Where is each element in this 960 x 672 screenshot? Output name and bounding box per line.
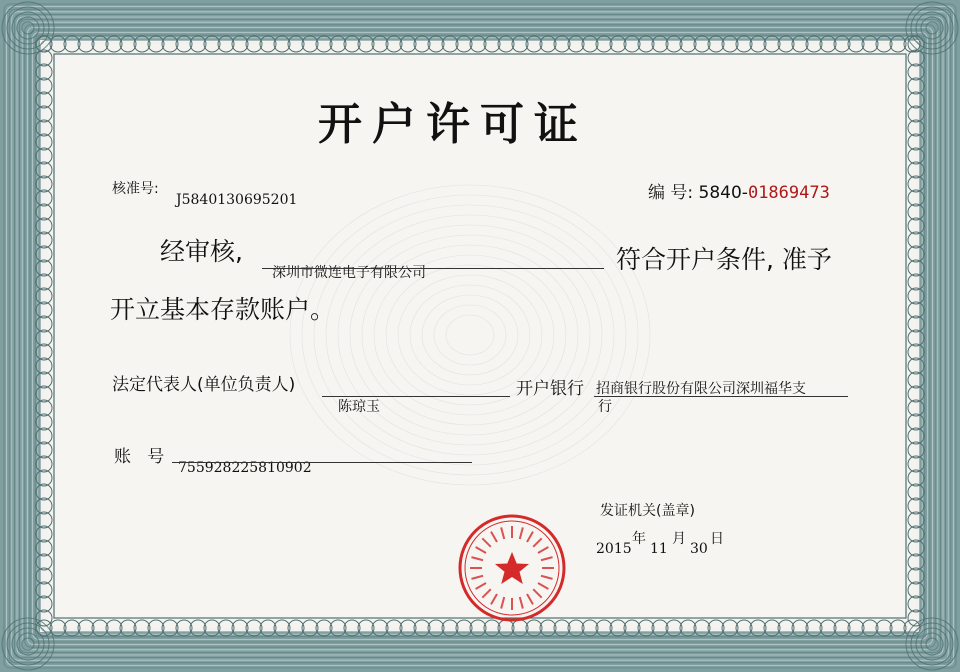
serial-value: 01869473 — [747, 183, 830, 203]
sentence-tail: 符合开户条件, 准予 — [616, 245, 832, 274]
company-name: 深圳市微连电子有限公司 — [272, 265, 426, 281]
account-number: 755928225810902 — [178, 460, 312, 476]
sentence-line2: 开立基本存款账户。 — [110, 295, 336, 324]
company-underline — [262, 268, 604, 269]
serial-prefix: 5840- — [698, 183, 748, 203]
issue-date — [596, 528, 746, 558]
bank-name-line1: 招商银行股份有限公司深圳福华支 — [596, 381, 806, 397]
legal-rep-label: 法定代表人(单位负责人) — [112, 375, 296, 395]
date-month-unit: 月 — [672, 531, 686, 547]
bank-name-line2: 行 — [598, 399, 612, 415]
serial-number — [648, 178, 830, 203]
approval-number: J5840130695201 — [176, 192, 298, 208]
date-year: 2015 — [596, 541, 632, 557]
official-seal-icon — [456, 512, 568, 624]
account-underline — [172, 462, 472, 463]
sentence-lead: 经审核, — [160, 237, 243, 266]
date-month: 11 — [650, 541, 668, 557]
issuer-label: 发证机关(盖章) — [600, 503, 695, 519]
account-label: 账 号 — [114, 447, 165, 467]
date-year-unit: 年 — [632, 531, 646, 547]
certificate-title: 开户许可证 — [318, 99, 588, 150]
date-day-unit: 日 — [710, 531, 724, 547]
bank-label: 开户银行 — [516, 379, 584, 399]
legal-rep-name: 陈琼玉 — [338, 399, 380, 415]
date-day: 30 — [690, 541, 708, 557]
approval-label: 核准号: — [112, 181, 159, 197]
bank-underline — [594, 396, 848, 397]
serial-label: 编 号: — [648, 183, 694, 203]
